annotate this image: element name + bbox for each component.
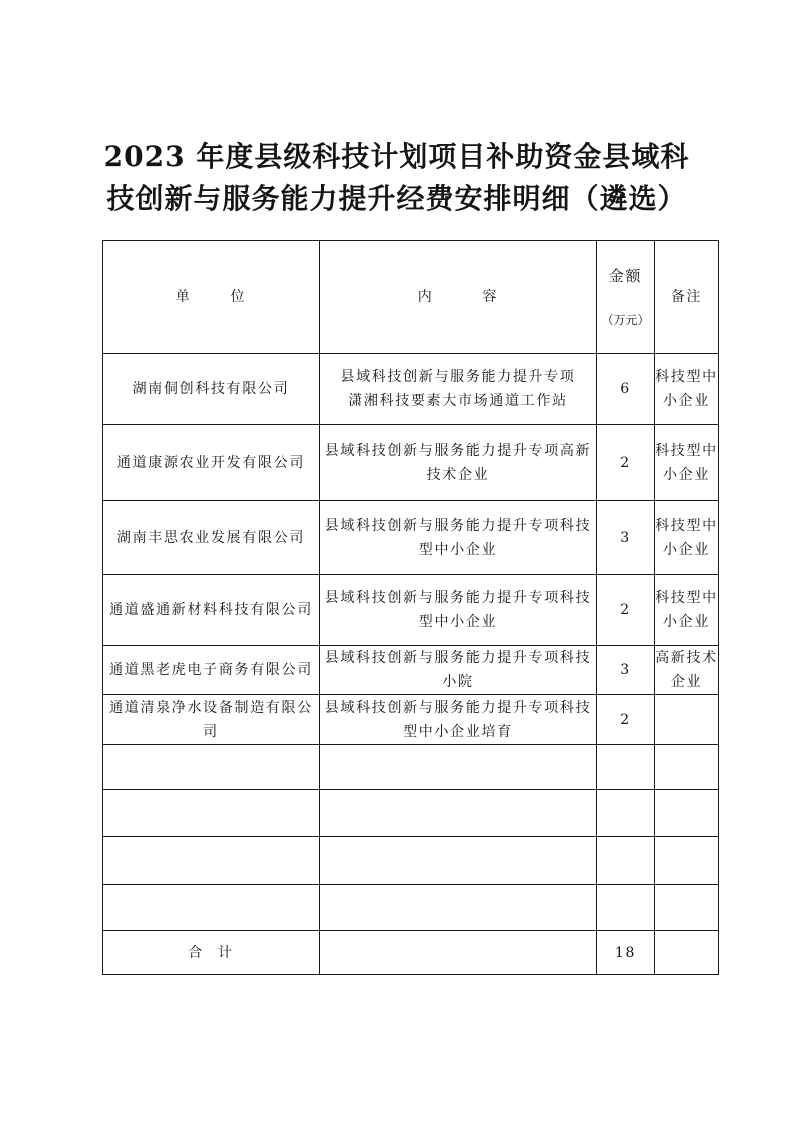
funding-table	[102, 240, 719, 975]
unit-cell: 通道清泉净水设备制造有限公司	[103, 695, 320, 745]
empty-cell	[655, 745, 719, 790]
unit-cell: 通道康源农业开发有限公司	[103, 425, 320, 501]
header-row	[103, 241, 719, 354]
empty-cell	[320, 745, 597, 790]
amount-cell: 3	[597, 646, 655, 695]
empty-cell	[597, 745, 655, 790]
total-content-cell	[320, 931, 597, 975]
unit-cell: 通道黑老虎电子商务有限公司	[103, 646, 320, 695]
empty-row	[103, 885, 719, 931]
funding-table-wrapper	[102, 240, 718, 975]
header-unit: 单 位	[103, 241, 320, 354]
amount-cell: 2	[597, 695, 655, 745]
remark-cell: 高新技术企业	[655, 646, 719, 695]
title-line-2: 技创新与服务能力提升经费安排明细（遴选）	[106, 182, 687, 215]
empty-cell	[320, 885, 597, 931]
table-row	[103, 646, 719, 695]
table-row	[103, 575, 719, 646]
total-amount: 18	[597, 931, 655, 975]
empty-cell	[320, 790, 597, 837]
table-row	[103, 695, 719, 745]
content-cell: 县域科技创新与服务能力提升专项科技小院	[320, 646, 597, 695]
remark-cell: 科技型中小企业	[655, 501, 719, 575]
total-remark-cell	[655, 931, 719, 975]
table-row	[103, 425, 719, 501]
amount-cell: 2	[597, 575, 655, 646]
empty-cell	[655, 837, 719, 885]
empty-cell	[103, 885, 320, 931]
header-remark: 备注	[655, 241, 719, 354]
empty-cell	[103, 745, 320, 790]
content-cell: 县域科技创新与服务能力提升专项科技型中小企业培育	[320, 695, 597, 745]
amount-cell: 2	[597, 425, 655, 501]
empty-cell	[103, 790, 320, 837]
empty-cell	[320, 837, 597, 885]
empty-row	[103, 790, 719, 837]
empty-cell	[597, 790, 655, 837]
unit-cell: 湖南丰思农业发展有限公司	[103, 501, 320, 575]
header-amount-label: 金额	[608, 267, 643, 285]
empty-row	[103, 837, 719, 885]
amount-cell: 6	[597, 354, 655, 425]
unit-cell: 通道盛通新材料科技有限公司	[103, 575, 320, 646]
remark-cell: 科技型中小企业	[655, 354, 719, 425]
header-amount	[597, 241, 655, 354]
content-cell: 县域科技创新与服务能力提升专项 潇湘科技要素大市场通道工作站	[320, 354, 597, 425]
total-row	[103, 931, 719, 975]
content-cell: 县域科技创新与服务能力提升专项科技型中小企业	[320, 575, 597, 646]
content-cell: 县域科技创新与服务能力提升专项科技型中小企业	[320, 501, 597, 575]
table-row	[103, 354, 719, 425]
content-cell: 县域科技创新与服务能力提升专项高新技术企业	[320, 425, 597, 501]
amount-cell: 3	[597, 501, 655, 575]
remark-cell: 科技型中小企业	[655, 575, 719, 646]
empty-cell	[597, 837, 655, 885]
unit-cell: 湖南侗创科技有限公司	[103, 354, 320, 425]
total-label: 合 计	[103, 931, 320, 975]
table-row	[103, 501, 719, 575]
empty-cell	[655, 885, 719, 931]
empty-cell	[655, 790, 719, 837]
remark-cell: 科技型中小企业	[655, 425, 719, 501]
empty-cell	[597, 885, 655, 931]
empty-cell	[103, 837, 320, 885]
remark-cell	[655, 695, 719, 745]
title-line-1: 2023 年度县级科技计划项目补助资金县域科	[103, 140, 690, 173]
header-content: 内 容	[320, 241, 597, 354]
header-amount-unit: （万元）	[601, 313, 650, 327]
document-title	[0, 136, 793, 220]
empty-row	[103, 745, 719, 790]
